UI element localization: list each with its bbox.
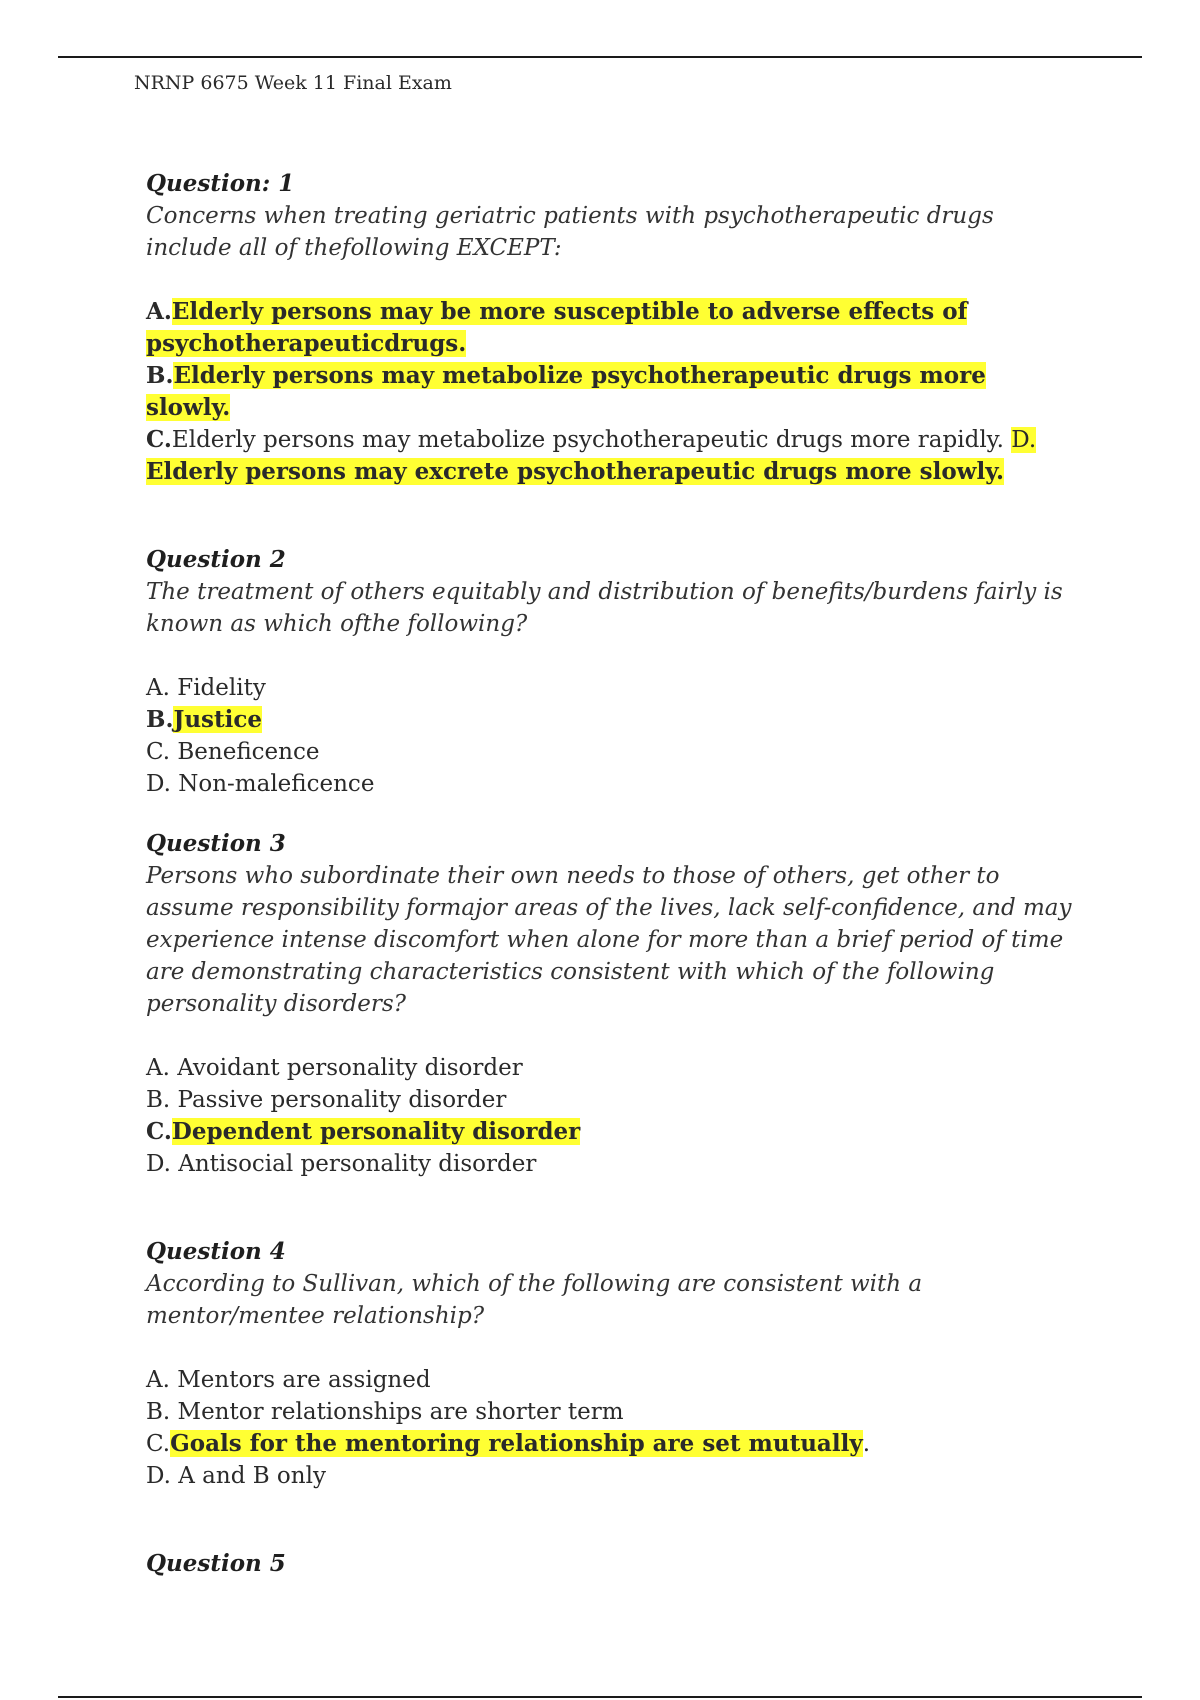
option-text: Elderly persons may metabolize psychotherapeutic drugs more rapidly. — [171, 427, 1004, 453]
question-2 — [146, 544, 1076, 800]
option-b — [146, 360, 1076, 424]
option-text-correct: Justice — [173, 706, 263, 733]
option-text-correct: Elderly persons may be more susceptible to adverse effects of psychotherapeuticdrugs. — [146, 298, 968, 357]
question-title: Question 4 — [146, 1238, 286, 1265]
question-text: Concerns when treating geriatric patients with psychotherapeutic drugs include all of thefollowing EXCEPT: — [146, 203, 994, 261]
question-3 — [146, 828, 1076, 1180]
question-4 — [146, 1236, 1076, 1492]
question-text: Persons who subordinate their own needs to those of others, get other to assume responsibility formajor areas of the lives, lack self-confidence, and may experience intense discomfort when alone for more than a brief period of time are demonstrating characteristics consistent with which of the following personality disorders? — [146, 863, 1072, 1017]
question-text: The treatment of others equitably and distribution of benefits/burdens fairly is known as which ofthe following? — [146, 579, 1063, 637]
option-punctuation: . — [862, 1431, 870, 1457]
page-header: NRNP 6675 Week 11 Final Exam — [134, 72, 452, 94]
question-title: Question 2 — [146, 546, 286, 573]
option-b: B. Mentor relationships are shorter term — [146, 1399, 624, 1425]
option-letter: B. — [146, 362, 174, 389]
option-c — [146, 1428, 1076, 1460]
option-text-correct: Dependent personality disorder — [171, 1118, 581, 1145]
header-rule — [58, 56, 1142, 58]
option-c — [146, 1116, 1076, 1148]
option-c: C. Beneficence — [146, 739, 320, 765]
option-letter: C. — [146, 1431, 171, 1457]
exam-content — [146, 168, 1076, 1580]
option-c-d — [146, 424, 1076, 488]
option-a: A. Avoidant personality disorder — [146, 1055, 523, 1081]
question-title: Question: 1 — [146, 170, 295, 197]
question-title: Question 5 — [146, 1550, 286, 1577]
question-5 — [146, 1548, 1076, 1580]
option-d: D. Antisocial personality disorder — [146, 1151, 537, 1177]
option-b: B. Passive personality disorder — [146, 1087, 507, 1113]
question-1 — [146, 168, 1076, 488]
option-a — [146, 296, 1076, 360]
footer-rule — [58, 1696, 1142, 1698]
option-d: D. Non-maleficence — [146, 771, 375, 797]
option-text-correct: Elderly persons may excrete psychotherapeutic drugs more slowly. — [146, 458, 1004, 485]
option-letter: D. — [1011, 427, 1037, 453]
option-letter: A. — [146, 298, 172, 325]
question-title: Question 3 — [146, 830, 286, 857]
option-a: A. Fidelity — [146, 675, 266, 701]
option-letter: B. — [146, 706, 174, 733]
option-letter: C. — [146, 1118, 172, 1145]
option-letter: C. — [146, 426, 172, 453]
option-d: D. A and B only — [146, 1463, 326, 1489]
question-text: According to Sullivan, which of the following are consistent with a mentor/mentee relationship? — [146, 1271, 923, 1329]
option-text-correct: Elderly persons may metabolize psychotherapeutic drugs more slowly. — [146, 362, 986, 421]
option-text-correct: Goals for the mentoring relationship are set mutually — [170, 1430, 863, 1457]
option-b — [146, 704, 1076, 736]
option-a: A. Mentors are assigned — [146, 1367, 431, 1393]
